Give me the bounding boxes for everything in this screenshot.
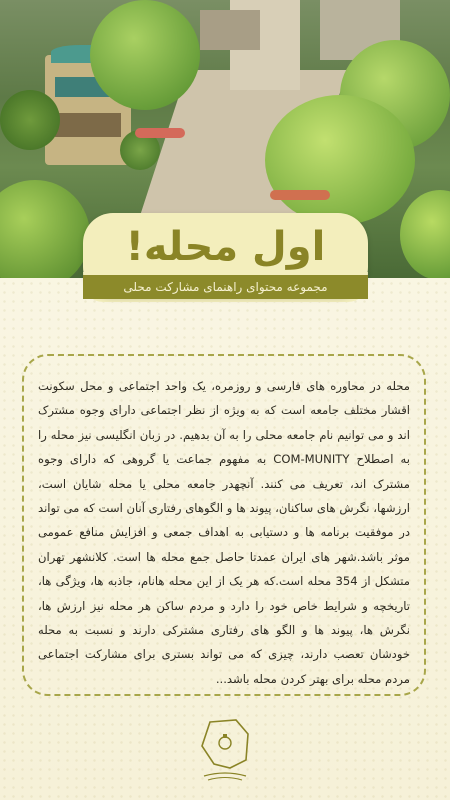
tree (90, 0, 200, 110)
text-card (22, 354, 426, 696)
tree (400, 190, 450, 278)
body-paragraph: محله در محاوره های فارسی و روزمره، یک واحد اجتماعی و محل سکونت اقشار مختلف جامعه است که به ویژه از نظر اجتماعی دارای وجوه مشترک اند و می توانیم نام جامعه محلی را به آن بدهیم. در زبان انگلیسی نیز محله را به اصطلاح COM-MUNITY به مفهوم جماعت یا گروهی که دارای وجوه مشترک اند، تعریف می کنند. آنچهدر جامعه محلی یا محله شایان است، ارزشها، نگرش های ساکنان، پیوند ها و الگوهای رفتاری آنان است که می تواند در موفقیت برنامه ها و دستیابی به اهداف جمعی و افزایش منافع عمومی موثر باشد.شهر های ایران عمدتا حاصل جمع محله ها است. کلانشهر تهران متشکل از 354 محله است.که هر یک از این محله هانام، جاذبه ها، ویژگی ها، تاریخچه و شرایط خاص خود را دارد و مردم ساکن هر محله نیز ارزش ها، نگرش ها، پیوند ها و الگو های رفتاری مشترکی دارند و نسبت به محله خودشان تعصب دارند، چیزی که می تواند بستری برای مشارکت اجتماعی مردم محله برای بهتر کردن محله باشد... (38, 379, 410, 686)
organization-logo (196, 716, 254, 784)
subtitle-banner: مجموعه محتوای راهنمای مشارکت محلی (83, 275, 368, 299)
tree (265, 95, 415, 225)
page-title: اول محله! (125, 224, 326, 270)
tree (0, 180, 90, 278)
